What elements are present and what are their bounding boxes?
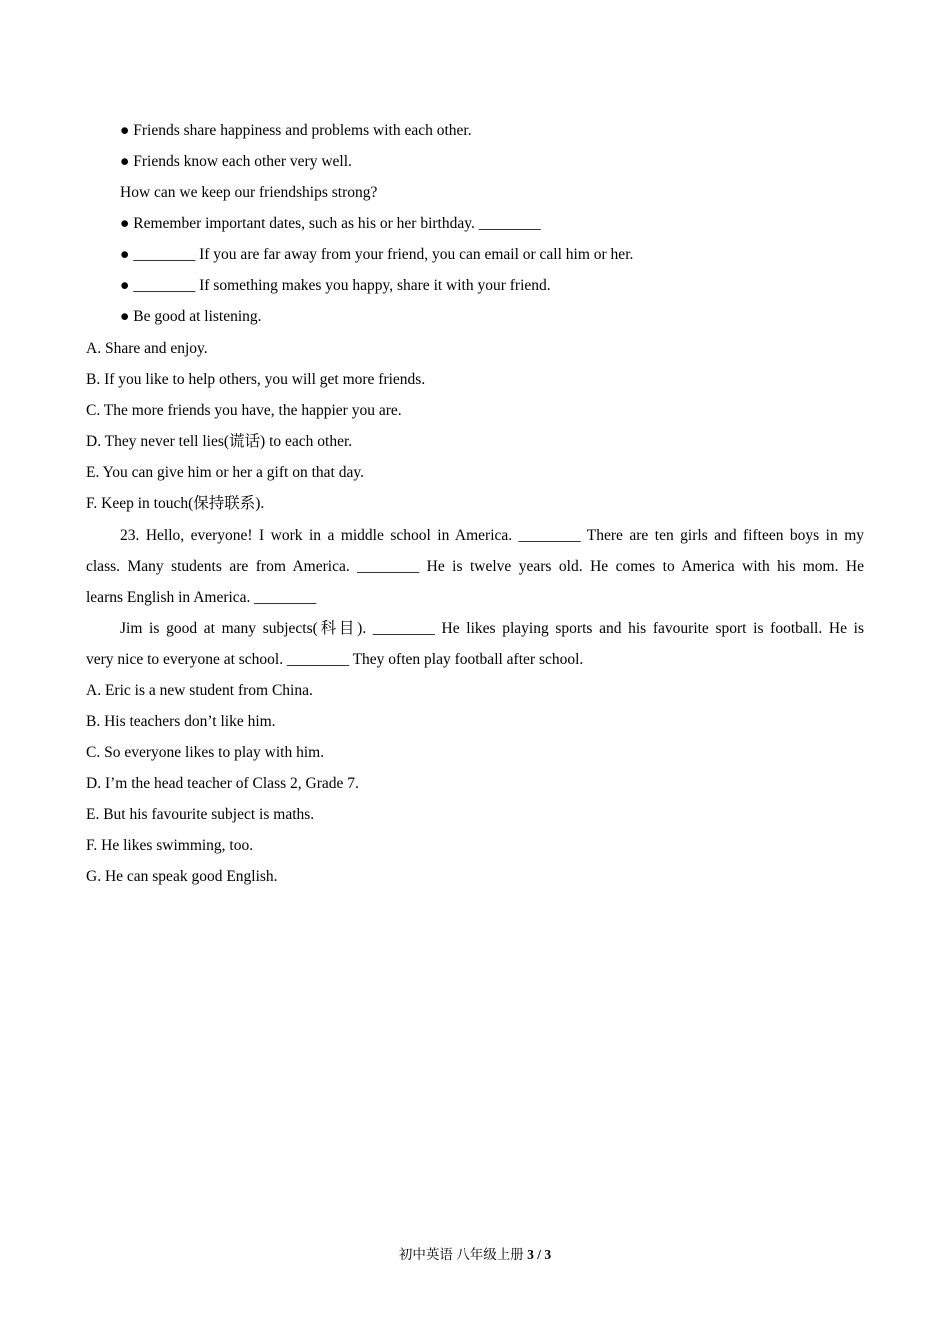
- answer-option: B. If you like to help others, you will get more friends.: [86, 371, 426, 388]
- passage-bullet: ● Remember important dates, such as his or her birthday. ________: [120, 215, 541, 232]
- answer-option: E. You can give him or her a gift on that day.: [86, 464, 364, 481]
- passage-bullet: ● ________ If something makes you happy, share it with your friend.: [120, 277, 551, 294]
- passage-line: 23. Hello, everyone! I work in a middle school in America. ________ There are ten girls and fifteen boys in my: [120, 527, 864, 544]
- answer-option: A. Share and enjoy.: [86, 340, 208, 357]
- page-footer: [0, 1245, 950, 1265]
- passage-bullet: ● ________ If you are far away from your friend, you can email or call him or her.: [120, 246, 634, 263]
- page-number: 3 / 3: [527, 1247, 552, 1262]
- answer-option: D. They never tell lies(谎话) to each other.: [86, 433, 353, 450]
- answer-option: A. Eric is a new student from China.: [86, 682, 313, 699]
- passage-line: learns English in America. ________: [86, 589, 317, 606]
- passage-line: class. Many students are from America. ________ He is twelve years old. He comes to America with his mom. He: [86, 558, 864, 575]
- passage-question: How can we keep our friendships strong?: [120, 184, 378, 201]
- answer-option: E. But his favourite subject is maths.: [86, 806, 315, 823]
- answer-option: D. I’m the head teacher of Class 2, Grade 7.: [86, 775, 359, 792]
- answer-option: C. The more friends you have, the happier you are.: [86, 402, 402, 419]
- answer-option: C. So everyone likes to play with him.: [86, 744, 325, 761]
- passage-bullet: ● Friends know each other very well.: [120, 153, 352, 170]
- answer-option: B. His teachers don’t like him.: [86, 713, 276, 730]
- passage-line: Jim is good at many subjects(科目). ________ He likes playing sports and his favourite sport is football. He is: [120, 620, 864, 637]
- answer-option: F. Keep in touch(保持联系).: [86, 495, 265, 512]
- passage-bullet: ● Friends share happiness and problems with each other.: [120, 122, 472, 139]
- footer-label: 初中英语 八年级上册: [398, 1247, 524, 1262]
- answer-option: G. He can speak good English.: [86, 868, 278, 885]
- passage-bullet: ● Be good at listening.: [120, 308, 262, 325]
- answer-option: F. He likes swimming, too.: [86, 837, 254, 854]
- passage-line: very nice to everyone at school. ________ They often play football after school.: [86, 651, 584, 668]
